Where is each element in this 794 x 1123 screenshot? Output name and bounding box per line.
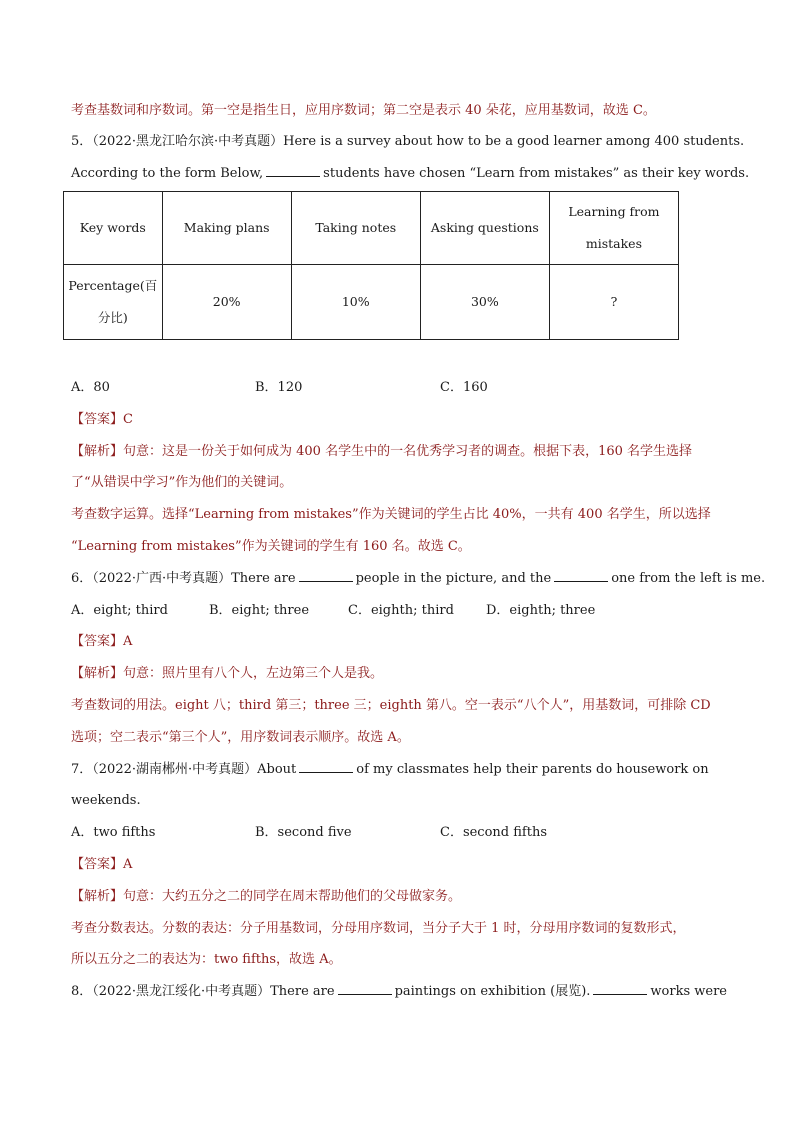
q5-explanation-2: 了“从错误中学习”作为他们的关键词。 — [71, 475, 293, 490]
q6-explanation-1: 【解析】句意：照片里有八个人，左边第三个人是我。 — [71, 666, 384, 681]
q8-stem: 8．（2022·黑龙江绥化·中考真题）There are paintings on exhibition (展览). works were — [71, 984, 727, 999]
value-making-plans: 20% — [162, 265, 291, 340]
q7-explanation-1: 【解析】句意：大约五分之二的同学在周末帮助他们的父母做家务。 — [71, 889, 462, 904]
answer-blank — [299, 569, 353, 582]
q7-option-b: B．second five — [255, 825, 352, 840]
value-asking-questions: 30% — [420, 265, 549, 340]
q5-option-b: B．120 — [255, 380, 303, 395]
q7-stem-line1: 7．（2022·湖南郴州·中考真题）About of my classmates help their parents do housework on — [71, 762, 709, 777]
q5-stem-line1: 5．（2022·黑龙江哈尔滨·中考真题）Here is a survey about how to be a good learner among 400 students. — [71, 134, 745, 149]
q5-explanation-1: 【解析】句意：这是一份关于如何成为 400 名学生中的一名优秀学习者的调查。根据下表，160 名学生选择 — [71, 444, 693, 459]
header-taking-notes: Taking notes — [291, 192, 420, 265]
q6-answer: 【答案】A — [71, 634, 133, 649]
survey-table — [63, 191, 679, 340]
q7-option-c: C．second fifths — [440, 825, 547, 840]
q6-stem: 6．（2022·广西·中考真题）There are people in the picture, and the one from the left is me. — [71, 571, 766, 586]
answer-blank — [554, 569, 608, 582]
q6-explanation-2: 考查数词的用法。eight 八；third 第三；three 三；eighth 第八。空一表示“八个人”，用基数词，可排除 CD — [71, 698, 711, 713]
answer-blank — [593, 982, 647, 995]
q6-option-a: A．eight; third — [71, 603, 168, 618]
q6-explanation-3: 选项；空二表示“第三个人”，用序数词表示顺序。故选 A。 — [71, 730, 410, 745]
header-making-plans: Making plans — [162, 192, 291, 265]
header-key-words: Key words — [64, 192, 163, 265]
value-taking-notes: 10% — [291, 265, 420, 340]
q5-explanation-4: “Learning from mistakes”作为关键词的学生有 160 名。故选 C。 — [71, 539, 471, 554]
q5-explanation-3: 考查数字运算。选择“Learning from mistakes”作为关键词的学生占比 40%，一共有 400 名学生，所以选择 — [71, 507, 711, 522]
answer-blank — [299, 760, 353, 773]
value-learning-from-mistakes: ? — [549, 265, 678, 340]
q4-explanation-end: 考查基数词和序数词。第一空是指生日，应用序数词；第二空是表示 40 朵花，应用基数词，故选 C。 — [71, 103, 656, 118]
row-label-percentage: Percentage(百分比) — [64, 265, 163, 340]
q7-stem-line2: weekends. — [71, 793, 141, 808]
q6-option-b: B．eight; three — [209, 603, 310, 618]
q7-explanation-3: 所以五分之二的表达为：two fifths，故选 A。 — [71, 952, 342, 967]
q7-answer: 【答案】A — [71, 857, 133, 872]
q5-answer: 【答案】C — [71, 412, 133, 427]
header-learning-from-mistakes: Learning from mistakes — [549, 192, 678, 265]
answer-blank — [338, 982, 392, 995]
q5-option-c: C．160 — [440, 380, 488, 395]
q6-option-c: C．eighth; third — [348, 603, 454, 618]
q7-explanation-2: 考查分数表达。分数的表达：分子用基数词，分母用序数词，当分子大于 1 时，分母用序数词的复数形式， — [71, 921, 686, 936]
q6-option-d: D．eighth; three — [486, 603, 596, 618]
q5-stem-line2: According to the form Below, students have chosen “Learn from mistakes” as their key words. — [71, 166, 750, 181]
header-asking-questions: Asking questions — [420, 192, 549, 265]
answer-blank — [266, 164, 320, 177]
q7-option-a: A．two fifths — [71, 825, 156, 840]
q5-option-a: A．80 — [71, 380, 110, 395]
